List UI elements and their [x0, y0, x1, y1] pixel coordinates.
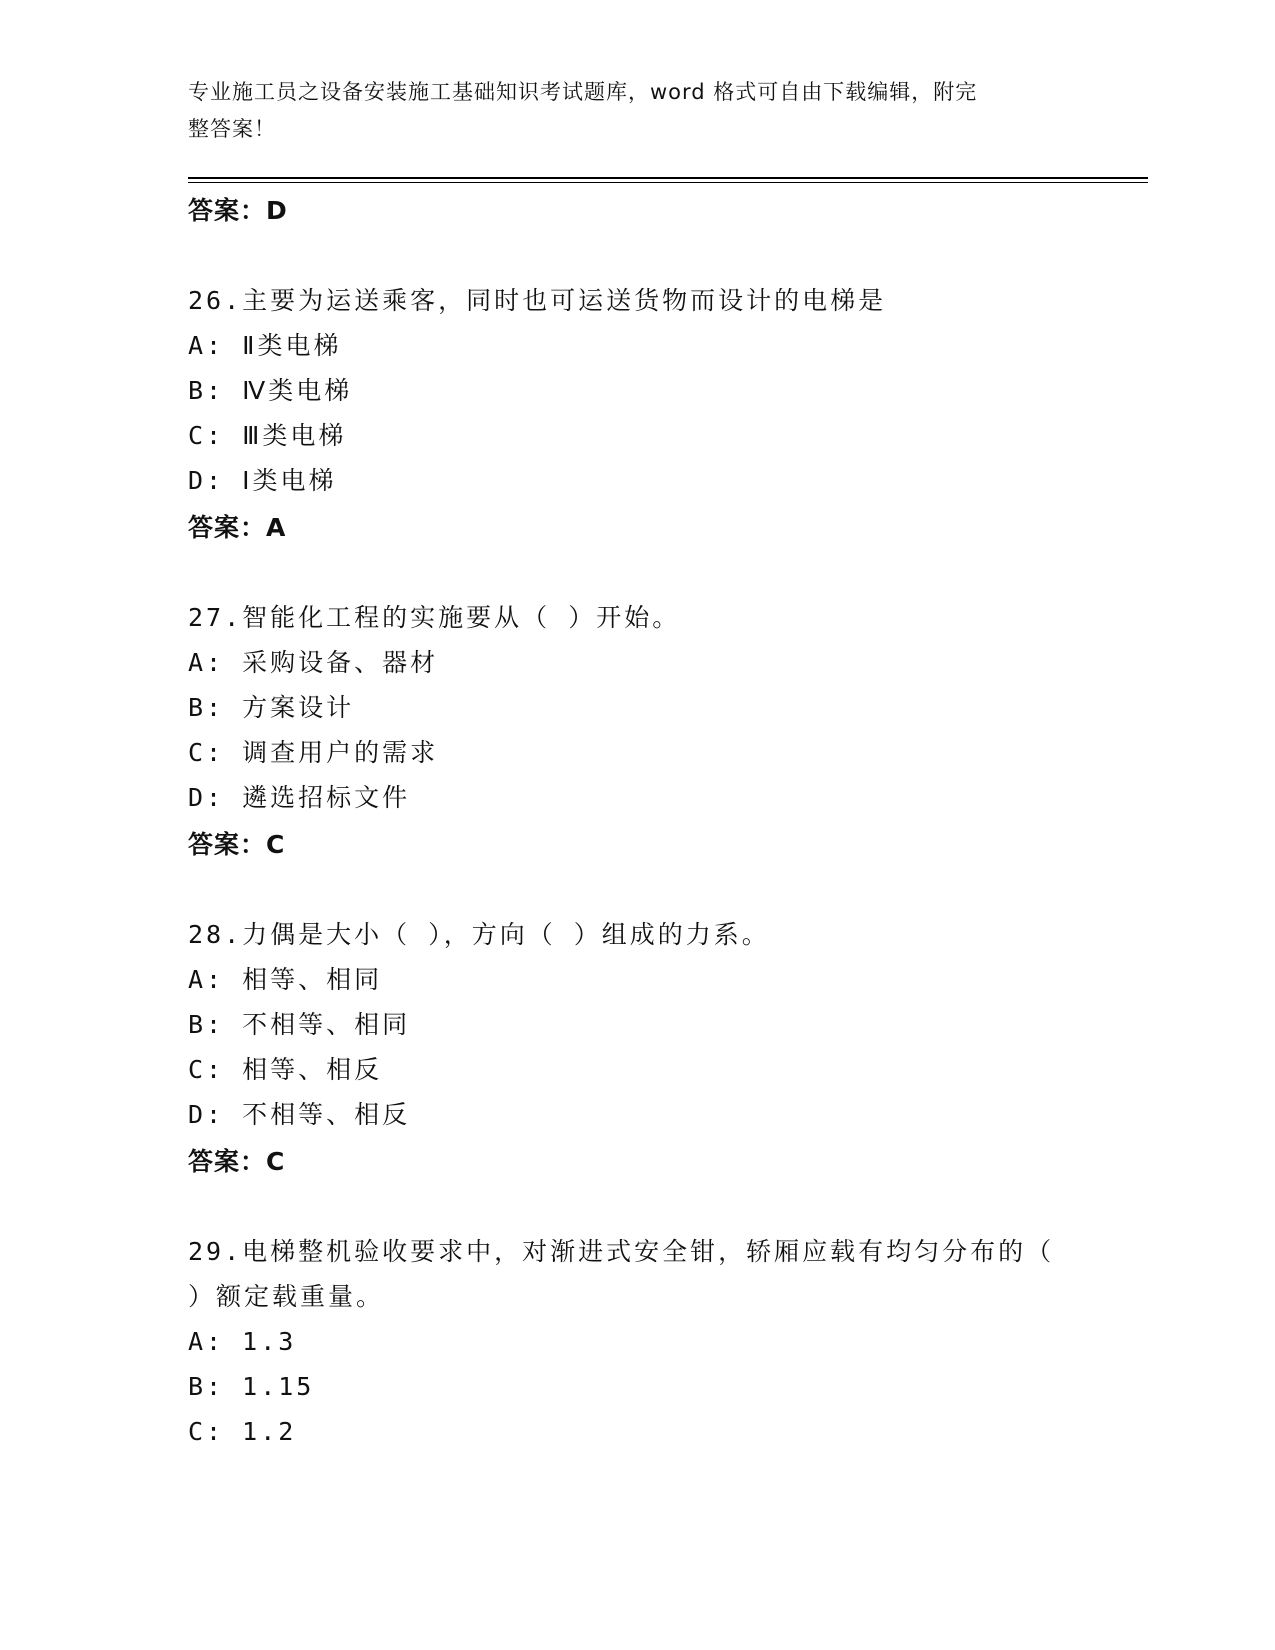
- question-28: 28.力偶是大小（ ），方向（ ）组成的力系。: [188, 920, 770, 949]
- question-29-option-a: A: 1.3: [188, 1327, 297, 1356]
- answer-26: 答案：A: [188, 513, 287, 542]
- question-26-option-b: B: Ⅳ类电梯: [188, 376, 353, 405]
- answer-28: 答案：C: [188, 1147, 286, 1176]
- question-28-option-d: D: 不相等、相反: [188, 1100, 411, 1129]
- question-26-option-a: A: Ⅱ类电梯: [188, 331, 342, 360]
- question-29-option-b: B: 1.15: [188, 1372, 315, 1401]
- header-line-1: 专业施工员之设备安装施工基础知识考试题库，word 格式可自由下载编辑，附完: [188, 80, 978, 104]
- header-divider-thin: [188, 182, 1148, 183]
- question-29-option-c: C: 1.2: [188, 1417, 297, 1446]
- document-header: [188, 74, 1068, 148]
- question-28-option-a: A: 相等、相同: [188, 965, 383, 994]
- question-29-line-1: 29.电梯整机验收要求中，对渐进式安全钳，轿厢应载有均匀分布的（: [188, 1237, 1055, 1266]
- question-26-option-d: D: Ⅰ类电梯: [188, 466, 337, 495]
- question-26-option-c: C: Ⅲ类电梯: [188, 421, 347, 450]
- header-divider-thick: [188, 177, 1148, 179]
- question-27: 27.智能化工程的实施要从（ ）开始。: [188, 603, 681, 632]
- question-28-option-b: B: 不相等、相同: [188, 1010, 411, 1039]
- question-27-option-c: C: 调查用户的需求: [188, 738, 439, 767]
- header-line-2: 整答案！: [188, 117, 276, 141]
- question-29-line-2: ）额定载重量。: [188, 1282, 385, 1311]
- question-27-option-d: D: 遴选招标文件: [188, 783, 411, 812]
- question-27-option-b: B: 方案设计: [188, 693, 355, 722]
- question-28-option-c: C: 相等、相反: [188, 1055, 383, 1084]
- question-26: 26.主要为运送乘客，同时也可运送货物而设计的电梯是: [188, 286, 887, 315]
- answer-27: 答案：C: [188, 830, 286, 859]
- question-27-option-a: A: 采购设备、器材: [188, 648, 439, 677]
- answer-25: 答案：D: [188, 196, 288, 225]
- document-body: [188, 186, 1088, 1454]
